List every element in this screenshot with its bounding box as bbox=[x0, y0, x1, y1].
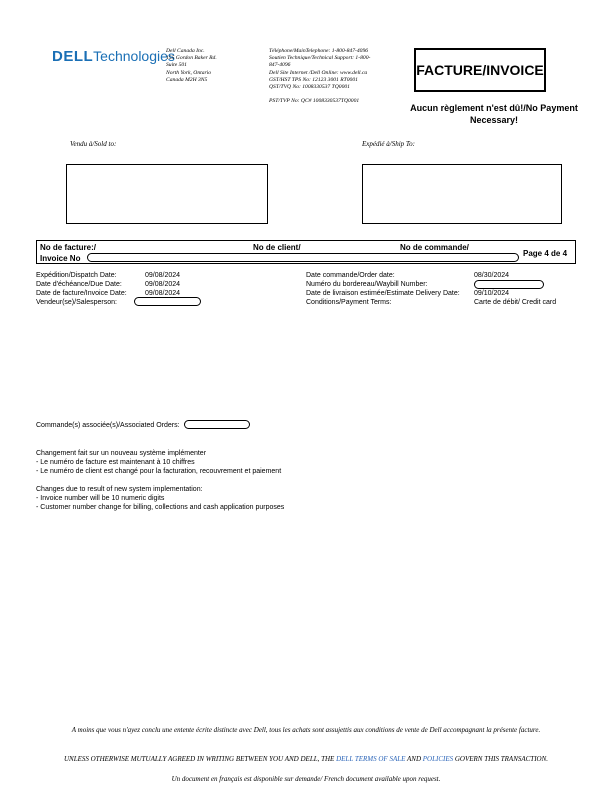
sold-to-label: Vendu à/Sold to: bbox=[70, 140, 117, 148]
note-line: - Invoice number will be 10 numeric digits bbox=[36, 495, 165, 502]
ship-to-box bbox=[362, 164, 562, 224]
company-address bbox=[166, 48, 256, 84]
dell-technologies-logo bbox=[52, 48, 175, 65]
invoice-title-box bbox=[414, 48, 546, 92]
sold-to-box bbox=[66, 164, 268, 224]
address-line: Suite 501 bbox=[166, 62, 187, 69]
associated-orders-label: Commande(s) associée(s)/Associated Orders: bbox=[36, 422, 180, 429]
note-line: - Customer number change for billing, collections and cash application purposes bbox=[36, 504, 285, 511]
note-line: Changement fait sur un nouveau système implémenter bbox=[36, 450, 207, 457]
contact-line: 847-4096 bbox=[269, 62, 291, 69]
dell-terms-of-sale-link[interactable]: DELL TERMS OF SALE bbox=[336, 755, 406, 763]
invoice-no-label-en: Invoice No bbox=[40, 254, 81, 263]
footer-terms-text: UNLESS OTHERWISE MUTUALLY AGREED IN WRITING BETWEEN YOU AND DELL, THE bbox=[63, 755, 337, 763]
payment-terms-value: Carte de débit/ Credit card bbox=[474, 299, 557, 306]
logo-dell: DELL bbox=[52, 48, 94, 65]
contact-line: GST/HST TPS No: 12123 3001 RT0001 bbox=[269, 76, 358, 83]
address-line: Dell Canada Inc. bbox=[166, 48, 205, 54]
waybill-field bbox=[474, 280, 544, 289]
no-payment-notice: Aucun règlement n'est dû!/No Payment Necessary! bbox=[410, 103, 578, 125]
dispatch-date-label: Expédition/Dispatch Date: bbox=[36, 272, 117, 279]
client-no-label: No de client/ bbox=[253, 243, 301, 252]
invoice-title: FACTURE/INVOICE bbox=[416, 62, 544, 78]
contact-line: Téléphone/MainTelephone: 1-800-847-4096 bbox=[269, 48, 369, 54]
address-line: North York, Ontario bbox=[166, 69, 212, 76]
payment-terms-label: Conditions/Payment Terms: bbox=[306, 299, 392, 306]
invoice-date-label: Date de facture/Invoice Date: bbox=[36, 290, 127, 297]
footer-document-note: Un document en français est disponible sur demande/ French document available upon request. bbox=[171, 775, 441, 783]
footer-french-terms: A moins que vous n'ayez conclu une entente écrite distincte avec Dell, tous les achats sont assujettis aux conditions de vente de Dell accompagnant la présente facture. bbox=[71, 726, 541, 734]
footer-english-terms bbox=[36, 754, 576, 764]
delivery-date-value: 09/10/2024 bbox=[474, 290, 510, 297]
dispatch-date-value: 09/08/2024 bbox=[145, 272, 181, 279]
contact-line: Dell Site Internet /Dell Online: www.dell.ca bbox=[269, 69, 368, 76]
policies-link[interactable]: POLICIES bbox=[422, 755, 454, 763]
due-date-value: 09/08/2024 bbox=[145, 281, 181, 288]
page-number: Page 4 de 4 bbox=[523, 249, 568, 258]
footer-terms-and: AND bbox=[405, 755, 423, 763]
note-line: Changes due to result of new system implementation: bbox=[36, 486, 203, 493]
waybill-label: Numéro du bordereau/Waybill Number: bbox=[306, 281, 428, 288]
logo-technologies: Technologies bbox=[93, 48, 175, 64]
order-no-label: No de commande/ bbox=[400, 243, 469, 252]
invoice-numbers-field bbox=[87, 253, 519, 262]
company-contact bbox=[269, 48, 399, 105]
invoice-date-value: 09/08/2024 bbox=[145, 290, 181, 297]
salesperson-field bbox=[134, 297, 201, 306]
notes-en bbox=[36, 485, 284, 512]
contact-line: PST/TVP No: QC# 1008330537TQ0001 bbox=[269, 98, 360, 105]
invoice-no-label-fr: No de facture:/ bbox=[40, 243, 97, 252]
address-line: Canada M2H 3N5 bbox=[166, 76, 208, 83]
address-line: 155 Gordon Baker Rd. bbox=[166, 55, 217, 62]
contact-line: QST/TVQ No: 1008330537 TQ0001 bbox=[269, 84, 350, 91]
footer-terms-govern: GOVERN THIS TRANSACTION. bbox=[453, 755, 549, 763]
associated-orders-field bbox=[184, 420, 250, 429]
contact-line: Soutien Technique/Technical Support: 1-800- bbox=[269, 55, 371, 62]
order-date-value: 08/30/2024 bbox=[474, 272, 510, 279]
order-date-label: Date commande/Order date: bbox=[306, 272, 395, 279]
due-date-label: Date d'échéance/Due Date: bbox=[36, 281, 122, 288]
ship-to-label: Expédié à/Ship To: bbox=[362, 140, 416, 148]
salesperson-label: Vendeur(se)/Salesperson: bbox=[36, 299, 117, 306]
delivery-date-label: Date de livraison estimée/Estimate Delivery Date: bbox=[306, 290, 460, 297]
note-line: - Le numéro de facture est maintenant à 10 chiffres bbox=[36, 459, 195, 466]
contact-line bbox=[269, 91, 399, 98]
notes-fr bbox=[36, 449, 281, 476]
note-line: - Le numéro de client est changé pour la facturation, recouvrement et paiement bbox=[36, 468, 282, 475]
